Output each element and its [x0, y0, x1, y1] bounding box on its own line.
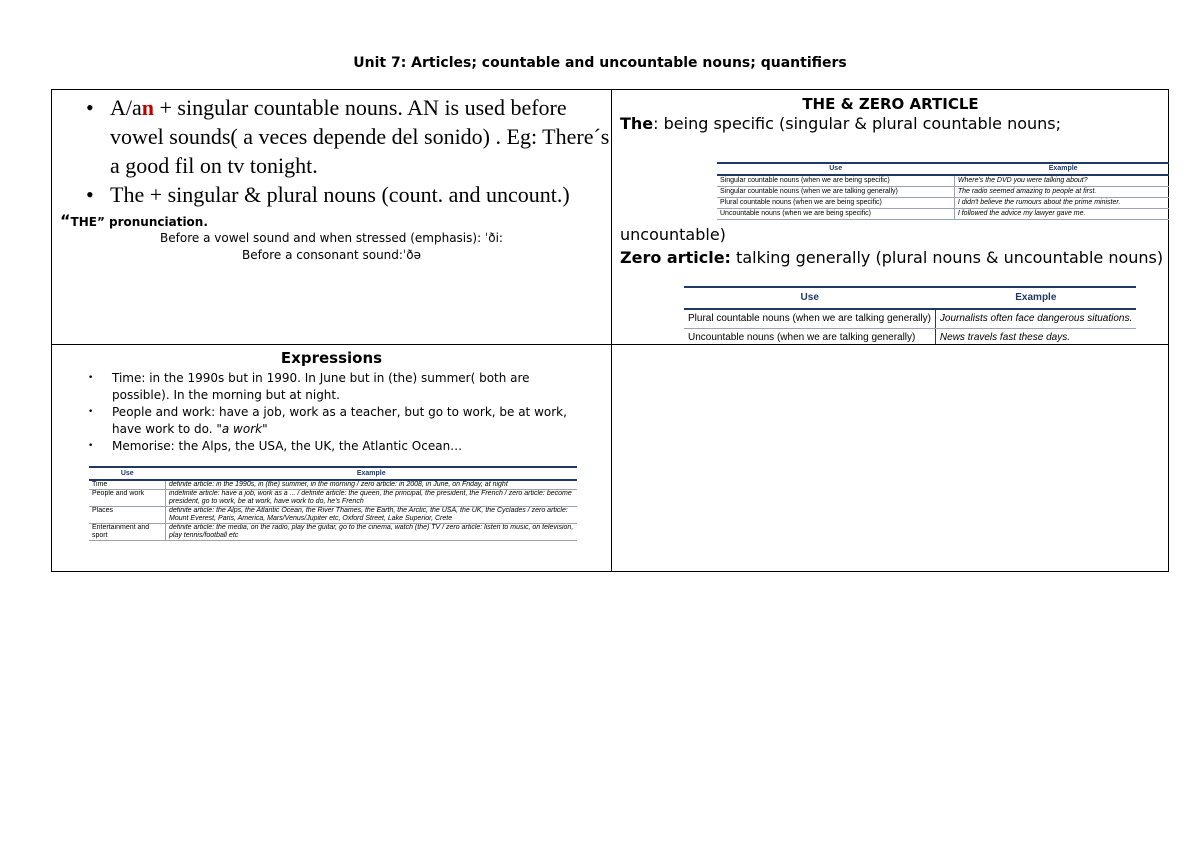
table-row [89, 524, 577, 541]
expressions-list [52, 370, 611, 455]
table-cell: definite article: the media, on the radio, play the guitar, go to the cinema, watch (the) TV / zero article: listen to music, on television, play tennis/football etc [166, 524, 578, 541]
table-cell: People and work [89, 490, 166, 507]
table-header [89, 467, 577, 480]
list-item: • Time: in the 1990s but in 1990. In June but in (the) summer( both are possible). In the morning but at night. [88, 370, 582, 404]
highlight-n: n [141, 95, 155, 120]
table-row [717, 187, 1169, 198]
table-cell: I didn't believe the rumours about the prime minister. [954, 198, 1169, 209]
table-cell: Places [89, 507, 166, 524]
page-title: Unit 7: Articles; countable and uncountable nouns; quantifiers [353, 55, 847, 71]
bullet-a-an [86, 93, 611, 180]
table-header-cell: Use [717, 163, 954, 175]
bullet-the: • The + singular & plural nouns (count. and uncount.) [86, 180, 611, 209]
table-cell: Plural countable nouns (when we are being specific) [717, 198, 954, 209]
table-cell: News travels fast these days. [935, 329, 1136, 345]
article-bullets [52, 93, 611, 209]
content-table [51, 89, 1169, 572]
table-cell: indefinite article: have a job, work as a ... / definite article: the queen, the principal, the president, the French / zero article: become president, go to work, be at work, have work to do, he's French [166, 490, 578, 507]
pronunciation-heading-text: THE” pronunciation. [70, 215, 208, 229]
table-row [717, 175, 1169, 187]
table-cell: Uncountable nouns (when we are being specific) [717, 209, 954, 220]
table-cell: Where's the DVD you were talking about? [954, 175, 1169, 187]
expressions-heading: Expressions [280, 349, 383, 367]
table-row [89, 480, 577, 490]
specific-use-table [717, 162, 1169, 220]
list-item [88, 404, 582, 438]
zero-article-label: Zero article: [620, 248, 731, 267]
bullet-a-an-prefix: A/a [110, 95, 142, 120]
table-header-cell: Example [166, 467, 578, 480]
table-cell: definite article: in the 1990s, in (the) summer, in the morning / zero article: in 2008, in June, on Friday, at night [166, 480, 578, 490]
table-cell: Time [89, 480, 166, 490]
zero-article-definition [620, 247, 1163, 269]
table-cell: Plural countable nouns (when we are talking generally) [684, 309, 935, 329]
table-cell: Journalists often face dangerous situations. [935, 309, 1136, 329]
the-zero-heading: THE & ZERO ARTICLE [802, 95, 979, 113]
list-item-italic: "a work" [212, 422, 268, 436]
table-cell: definite article: the Alps, the Atlantic Ocean, the River Thames, the Earth, the Arctic, the USA, the UK, the Cyclades / zero article: Mount Everest, Paris, America, Mars/Venus/Jupiter etc, Oxford Street, Lake Superior, Crete [166, 507, 578, 524]
table-cell: Singular countable nouns (when we are talking generally) [717, 187, 954, 198]
table-header-cell: Use [684, 287, 935, 309]
the-label: The [620, 114, 654, 133]
table-cell: Singular countable nouns (when we are being specific) [717, 175, 954, 187]
table-row [89, 507, 577, 524]
general-use-table [684, 286, 1136, 344]
table-header [717, 163, 1169, 175]
cell-expressions [52, 345, 611, 571]
table-cell: I followed the advice my lawyer gave me. [954, 209, 1169, 220]
cell-articles-a-an-the [52, 90, 611, 344]
cell-the-zero-article [612, 90, 1169, 344]
zero-article-text: talking generally (plural nouns & uncountable nouns) [730, 248, 1164, 267]
expressions-table [89, 466, 577, 541]
table-row [717, 198, 1169, 209]
pronunciation-quote: “ [60, 211, 71, 230]
table-header-cell: Example [935, 287, 1136, 309]
table-cell: Entertainment and sport [89, 524, 166, 541]
pronunciation-heading [60, 211, 611, 230]
pronunciation-vowel: Before a vowel sound and when stressed (emphasis): ˈði: [160, 231, 503, 245]
table-cell: The radio seemed amazing to people at first. [954, 187, 1169, 198]
table-header-cell: Use [89, 467, 166, 480]
table-cell: Uncountable nouns (when we are talking generally) [684, 329, 935, 345]
list-item: • Memorise: the Alps, the USA, the UK, the Atlantic Ocean… [88, 438, 582, 455]
table-row [684, 329, 1136, 345]
table-header-cell: Example [954, 163, 1169, 175]
table-row [717, 209, 1169, 220]
the-text: : being specific (singular & plural countable nouns; [653, 114, 1062, 133]
table-row [684, 309, 1136, 329]
table-row [89, 490, 577, 507]
the-definition [620, 113, 1169, 135]
list-item-text: People and work: have a job, work as a teacher, but go to work, be at work, have work to do. [112, 405, 567, 436]
table-header [684, 287, 1136, 309]
uncountable-text: uncountable) [620, 225, 726, 244]
pronunciation-consonant: Before a consonant sound:ˈðə [242, 248, 421, 262]
bullet-a-an-text: + singular countable nouns. AN is used before vowel sounds( a veces depende del sonido) . Eg: There´s a good fil on tv tonight. [110, 95, 610, 178]
cell-empty [612, 345, 1169, 571]
